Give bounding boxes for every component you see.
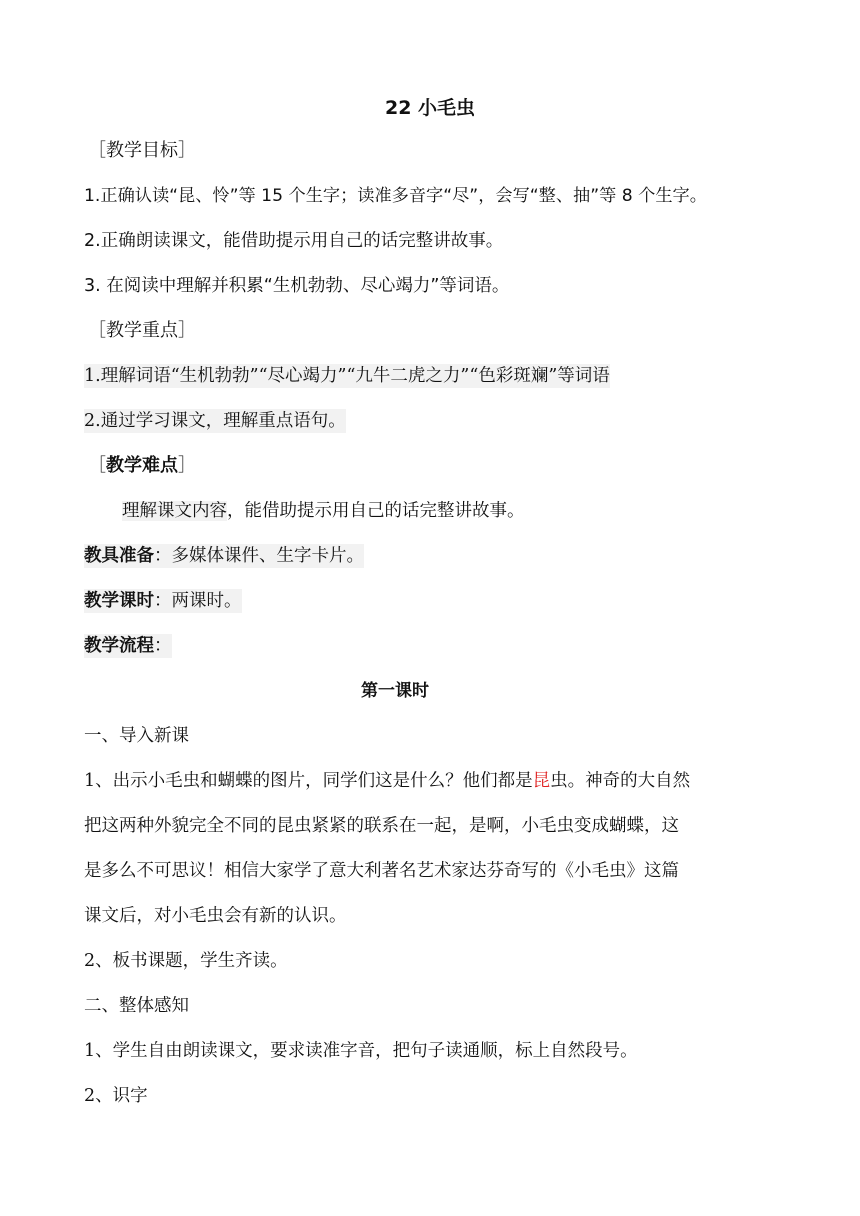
part1-heading: 一、导入新课 (84, 726, 189, 746)
part1-para2: 2、板书课题，学生齐读。 (84, 951, 288, 971)
difficulty-heading-close: ］ (178, 455, 196, 476)
objective-item-3: 3. 在阅读中理解并积累“生机勃勃、尽心竭力”等词语。 (84, 276, 510, 296)
document-title: 22 小毛虫 (384, 97, 476, 119)
difficulty-text-prefix: 理解课文内容 (122, 501, 227, 521)
difficulty-heading-open: ［ (88, 455, 106, 476)
part1-para1-line1 (84, 769, 690, 793)
part2-heading: 二、整体感知 (84, 996, 189, 1016)
key-point-item-1: 1.理解词语“生机勃勃”“尽心竭力”“九牛二虎之力”“色彩斑斓”等词语 (84, 366, 610, 386)
key-points-heading: ［教学重点］ (88, 320, 196, 341)
tools-value: ：多媒体课件、生字卡片。 (154, 546, 364, 566)
tools-label: 教具准备 (84, 546, 154, 566)
difficulty-heading-text: 教学难点 (106, 455, 178, 476)
periods-label: 教学课时 (84, 591, 154, 611)
objective-item-2: 2.正确朗读课文，能借助提示用自己的话完整讲故事。 (84, 231, 504, 251)
lesson-title: 第一课时 (361, 681, 429, 701)
objective-item-1: 1.正确认读“昆、怜”等 15 个生字；读准多音字“尽”，会写“整、抽”等 8 个生字。 (84, 186, 707, 206)
part2-item-2: 2、识字 (84, 1086, 148, 1106)
highlight-character: 昆 (532, 771, 551, 791)
objectives-heading: ［教学目标］ (88, 140, 196, 161)
difficulty-text (122, 499, 525, 523)
difficulty-heading (88, 454, 196, 478)
part1-para1-line3: 是多么不可思议！相信大家学了意大利著名艺术家达芬奇写的《小毛虫》这篇 (84, 861, 679, 881)
difficulty-text-rest: ，能借助提示用自己的话完整讲故事。 (227, 501, 525, 521)
flow-value: ： (154, 636, 172, 656)
part1-para1-line1-b: 虫。神奇的大自然 (550, 771, 691, 791)
flow-line (84, 634, 172, 658)
part2-item-1: 1、学生自由朗读课文，要求读准字音，把句子读通顺，标上自然段号。 (84, 1041, 638, 1061)
tools-line (84, 544, 364, 568)
key-point-item-2: 2.通过学习课文，理解重点语句。 (84, 411, 346, 431)
periods-value: ：两课时。 (154, 591, 242, 611)
part1-para1-line4: 课文后，对小毛虫会有新的认识。 (84, 906, 347, 926)
flow-label: 教学流程 (84, 636, 154, 656)
periods-line (84, 589, 242, 613)
part1-para1-line2: 把这两种外貌完全不同的昆虫紧紧的联系在一起，是啊，小毛虫变成蝴蝶，这 (84, 816, 679, 836)
part1-para1-line1-a: 1、出示小毛虫和蝴蝶的图片，同学们这是什么？他们都是 (84, 771, 533, 791)
